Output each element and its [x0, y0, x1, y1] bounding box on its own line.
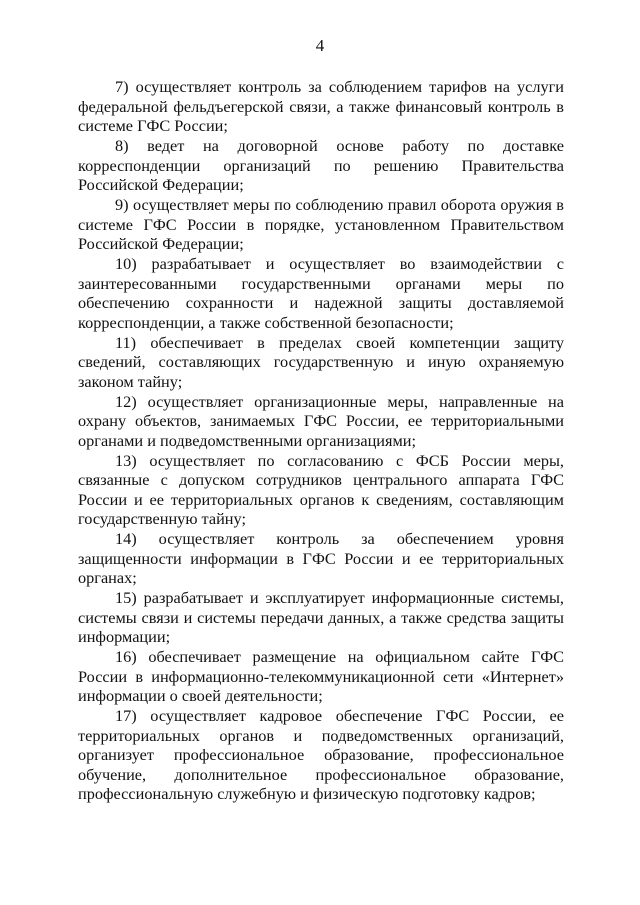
- paragraph-item-15: 15) разрабатывает и эксплуатирует информационные системы, системы связи и системы передачи данных, а также средства защиты информации;: [78, 588, 564, 646]
- paragraph-item-12: 12) осуществляет организационные меры, направленные на охрану объектов, занимаемых ГФС России, ее территориальными органами и подведомственными организациями;: [78, 391, 564, 450]
- paragraph-item-13: 13) осуществляет по согласованию с ФСБ России меры, связанные с допуском сотрудников центрального аппарата ГФС России и ее территориальных органов к сведениям, составляющим государственную тайну;: [78, 450, 564, 528]
- paragraph-item-14: 14) осуществляет контроль за обеспечением уровня защищенности информации в ГФС России и ее территориальных органах;: [78, 529, 564, 587]
- document-body: [78, 77, 564, 804]
- paragraph-item-10: 10) разрабатывает и осуществляет во взаимодействии с заинтересованными государственными органами меры по обеспечению сохранности и надежной защиты доставляемой корреспонденции, а также собственной безопасности;: [78, 254, 564, 332]
- paragraph-item-11: 11) обеспечивает в пределах своей компетенции защиту сведений, составляющих государственную и иную охраняемую законом тайну;: [78, 332, 564, 391]
- paragraph-item-16: 16) обеспечивает размещение на официальном сайте ГФС России в информационно-телекоммуникационной сети «Интернет» информации о своей деятельности;: [78, 647, 564, 705]
- paragraph-item-8: 8) ведет на договорной основе работу по доставке корреспонденции организаций по решению Правительства Российской Федерации;: [78, 136, 564, 194]
- page-number: 4: [315, 36, 325, 55]
- paragraph-item-7: 7) осуществляет контроль за соблюдением тарифов на услуги федеральной фельдъегерской связи, а также финансовый контроль в системе ГФС России;: [78, 77, 564, 135]
- paragraph-item-17: 17) осуществляет кадровое обеспечение ГФС России, ее территориальных органов и подведомственных организаций, организует профессиональное образование, профессиональное обучение, дополнительное профессиональное образование, профессиональную служебную и физическую подготовку кадров;: [78, 706, 564, 803]
- paragraph-item-9: 9) осуществляет меры по соблюдению правил оборота оружия в системе ГФС России в порядке, установленном Правительством Российской Федерации;: [78, 195, 564, 253]
